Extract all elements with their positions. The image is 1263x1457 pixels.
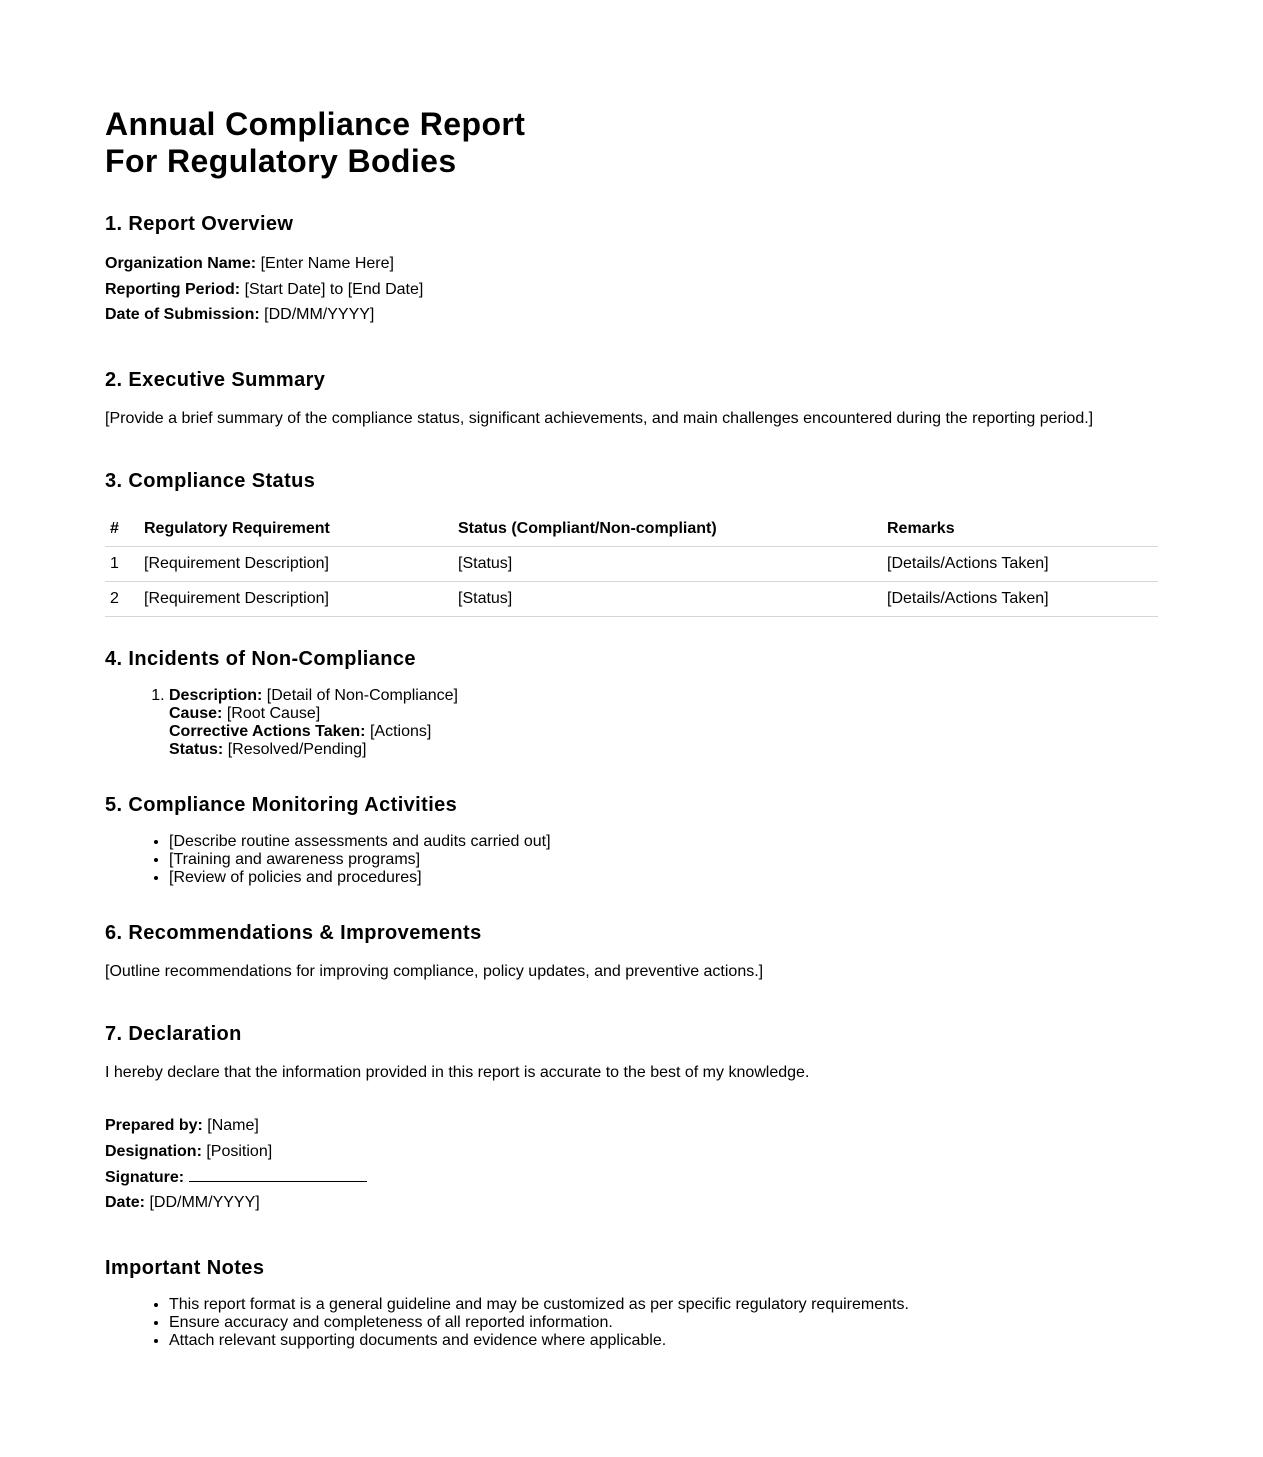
section-heading-report-overview: 1. Report Overview [105,213,294,235]
field-value: [Resolved/Pending] [227,741,367,759]
cell-requirement: [Requirement Description] [139,547,453,582]
field-label: Designation: [105,1142,202,1160]
document-title [105,0,1158,180]
signature-line [189,1167,367,1182]
cell-remarks: [Details/Actions Taken] [882,582,1158,617]
title-line-1: Annual Compliance Report [105,106,526,142]
declaration-text: I hereby declare that the information provided in this report is accurate to the best of my knowledge. [105,1064,810,1082]
field-label: Reporting Period: [105,280,241,298]
cell-number: 2 [105,582,139,617]
section-heading-recommendations: 6. Recommendations & Improvements [105,922,482,945]
incidents-list [105,687,1158,759]
field-label: Corrective Actions Taken: [169,723,366,741]
monitoring-list [105,833,1158,887]
field-value: [Actions] [369,723,432,741]
cell-requirement: [Requirement Description] [139,582,453,617]
field-label: Description: [169,687,263,705]
field-reporting-period [105,277,1158,303]
list-item: • Attach relevant supporting documents and evidence where applicable. [169,1332,1158,1350]
section-heading-compliance-status: 3. Compliance Status [105,470,316,493]
important-notes-list [105,1296,1158,1350]
document-page [105,0,1158,1349]
cell-status: [Status] [453,582,882,617]
field-date-of-submission [105,302,1158,328]
list-item: • [Review of policies and procedures] [169,869,1158,887]
cell-remarks: [Details/Actions Taken] [882,547,1158,582]
declaration-fields [105,1113,1158,1216]
list-item: • This report format is a general guideline and may be customized as per specific regulatory requirements. [169,1296,1158,1314]
field-label: Status: [169,741,224,759]
column-header-requirement: Regulatory Requirement [139,511,453,547]
incident-description [169,687,1158,705]
field-value: [Enter Name Here] [260,255,394,272]
recommendations-text: [Outline recommendations for improving compliance, policy updates, and preventive actions.] [105,963,764,981]
important-notes-clip [105,1295,1158,1349]
section-heading-monitoring: 5. Compliance Monitoring Activities [105,794,458,817]
section-heading-incidents: 4. Incidents of Non-Compliance [105,648,416,671]
field-value: [Root Cause] [226,705,321,723]
section-heading-declaration: 7. Declaration [105,1023,242,1046]
section-heading-executive-summary: 2. Executive Summary [105,369,326,392]
field-label: Date: [105,1194,146,1212]
field-value: [DD/MM/YYYY] [149,1194,260,1212]
field-label: Organization Name: [105,255,257,272]
field-designation [105,1139,1158,1165]
field-value: [Name] [207,1117,259,1135]
incident-corrective-actions [169,723,1158,741]
report-overview-fields [105,251,1158,328]
executive-summary-text: [Provide a brief summary of the compliance status, significant achievements, and main challenges encountered during the reporting period.] [105,410,1094,428]
field-date [105,1190,1158,1216]
table-row [105,547,1158,582]
incident-cause [169,705,1158,723]
list-item [169,687,1158,759]
table-header-row [105,511,1158,547]
field-value: [Start Date] to [End Date] [244,280,424,298]
list-item: • Ensure accuracy and completeness of all reported information. [169,1314,1158,1332]
table-row [105,582,1158,617]
list-item: • [Describe routine assessments and audits carried out] [169,833,1158,851]
cell-status: [Status] [453,547,882,582]
field-label: Date of Submission: [105,306,260,324]
column-header-status: Status (Compliant/Non-compliant) [453,511,882,547]
column-header-remarks: Remarks [882,511,1158,547]
column-header-number: # [105,511,139,547]
compliance-status-table [105,511,1158,617]
field-value: [Detail of Non-Compliance] [266,687,458,705]
list-item: • [Training and awareness programs] [169,851,1158,869]
field-label: Prepared by: [105,1117,203,1135]
field-signature [105,1165,1158,1191]
incident-status [169,741,1158,759]
field-prepared-by [105,1113,1158,1139]
title-line-2: For Regulatory Bodies [105,143,457,179]
field-organization-name [105,251,1158,277]
field-label: Cause: [169,705,223,723]
field-value: [Position] [206,1142,273,1160]
cell-number: 1 [105,547,139,582]
field-label: Signature: [105,1168,185,1186]
section-heading-important-notes: Important Notes [105,1256,265,1279]
field-value: [DD/MM/YYYY] [264,306,375,324]
